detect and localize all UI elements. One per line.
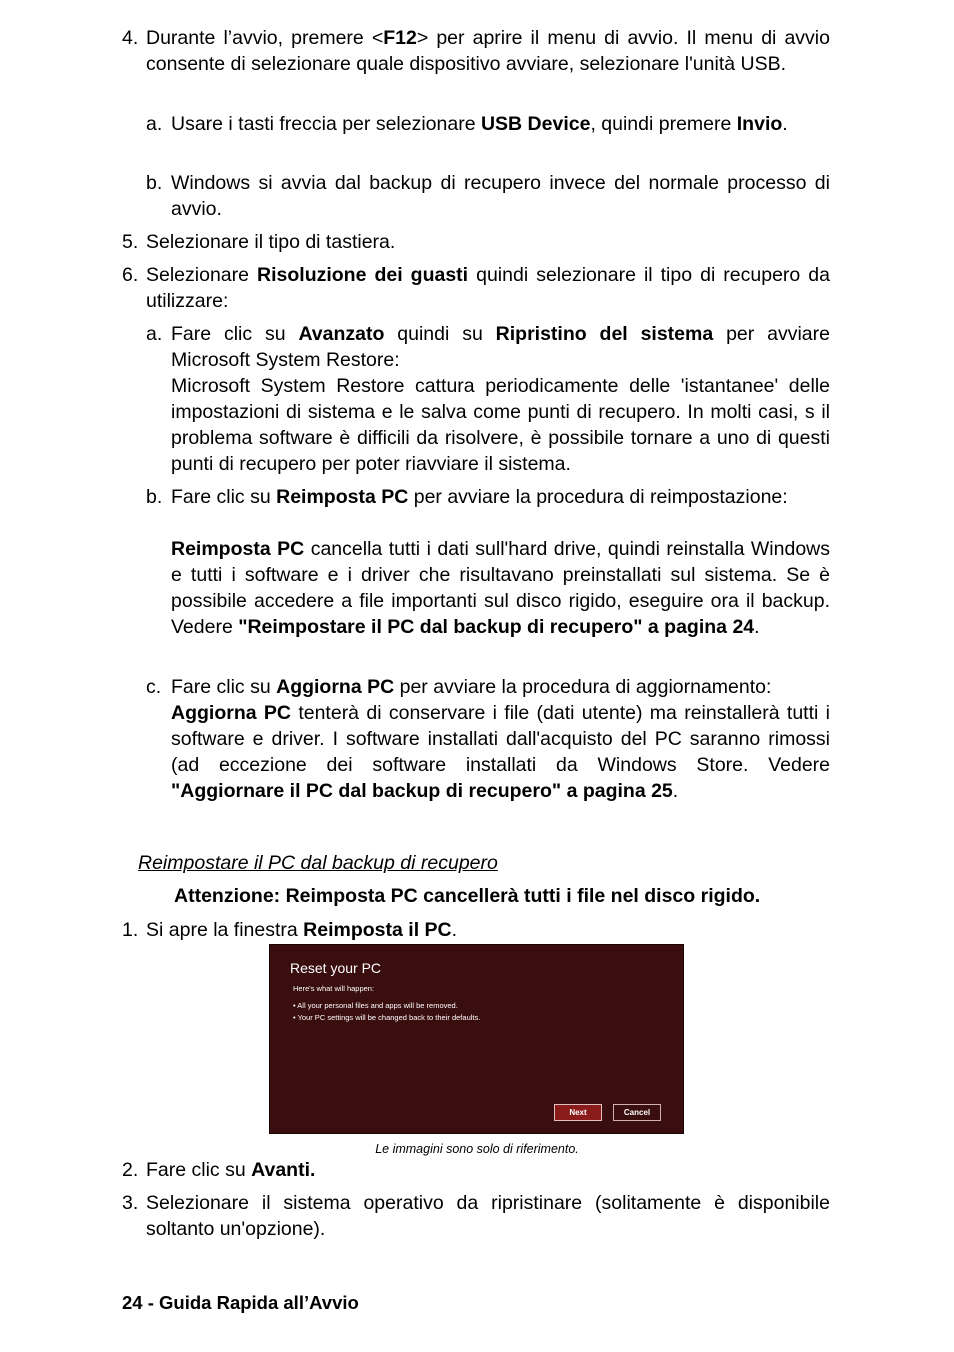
substep-letter: b. [146,486,163,508]
screenshot-title: Reset your PC [290,960,382,976]
step-4-text: Durante l’avvio, premere <F12> per aprire il menu di avvio. Il menu di avvio consente di selezionare quale dispositivo avviare, selezionare l'unità USB. [146,27,830,75]
step-number: 4. [122,27,139,49]
step-5-text: Selezionare il tipo di tastiera. [146,231,396,253]
substep-letter: a. [146,323,163,345]
step-6c-text: Fare clic su Aggiorna PC per avviare la procedura di aggiornamento: [171,676,772,698]
step-6a-description: Microsoft System Restore cattura periodicamente delle 'istantanee' delle impostazioni di sistema e le salva come punti di recupero. In molti casi, s il problema software è difficili da risolvere, è possibile tornare a uno di questi punti di recupero per poter riavviare il sistema. [171,375,830,475]
image-caption: Le immagini sono solo di riferimento. [375,1142,579,1156]
page-footer: 24 - Guida Rapida all’Avvio [122,1292,359,1313]
step-6c-description: Aggiorna PC tenterà di conservare i file (dati utente) ma reinstallerà tutti i software e driver. I software installati dall'acquisto del PC saranno rimossi (ad eccezione dei software installati da Windows Store. Vedere "Aggiornare il PC dal backup di recupero" a pagina 25. [171,702,830,802]
step-6b-description: Reimposta PC cancella tutti i dati sull'hard drive, quindi reinstalla Windows e tutti i software e i driver che risultavano preinstallati sul sistema. Se è possibile accedere a file importanti sul disco rigido, eseguire ora il backup. Vedere "Reimpostare il PC dal backup di recupero" a pagina 24. [171,538,831,638]
step-number: 3. [122,1192,139,1214]
screenshot-bullet: • All your personal files and apps will be removed. [293,1001,458,1010]
step-number: 5. [122,231,139,253]
screenshot-bullet: • Your PC settings will be changed back to their defaults. [293,1013,481,1022]
substep-letter: c. [146,676,162,698]
reset-step-2-text: Fare clic su Avanti. [146,1159,316,1181]
cross-reference: "Aggiornare il PC dal backup di recupero" a pagina 25 [171,780,673,802]
next-button[interactable]: Next [554,1104,602,1121]
step-6a-text: Fare clic su Avanzato quindi su Ripristino del sistema per avviare Microsoft System Restore: [171,323,830,371]
warning-text: Attenzione: Reimposta PC cancellerà tutti i file nel disco rigido. [174,885,761,907]
step-number: 1. [122,919,139,941]
substep-letter: b. [146,172,163,194]
screenshot-intro: Here's what will happen: [293,984,375,993]
step-6b-text: Fare clic su Reimposta PC per avviare la procedura di reimpostazione: [171,486,788,508]
reset-step-3-text: Selezionare il sistema operativo da ripristinare (solitamente è disponibile soltanto un'opzione). [146,1192,830,1240]
cross-reference: "Reimpostare il PC dal backup di recupero" a pagina 24 [238,616,755,638]
step-4a-text: Usare i tasti freccia per selezionare USB Device, quindi premere Invio. [171,113,788,135]
reset-step-1-text: Si apre la finestra Reimposta il PC. [146,919,458,941]
reset-pc-screenshot [269,944,684,1134]
step-6-text: Selezionare Risoluzione dei guasti quindi selezionare il tipo di recupero da utilizzare: [146,264,830,312]
step-number: 6. [122,264,139,286]
cancel-button[interactable]: Cancel [613,1104,661,1121]
step-number: 2. [122,1159,139,1181]
substep-letter: a. [146,113,163,135]
section-title: Reimpostare il PC dal backup di recupero [138,852,498,874]
step-4b-text: Windows si avvia dal backup di recupero invece del normale processo di avvio. [171,172,830,220]
